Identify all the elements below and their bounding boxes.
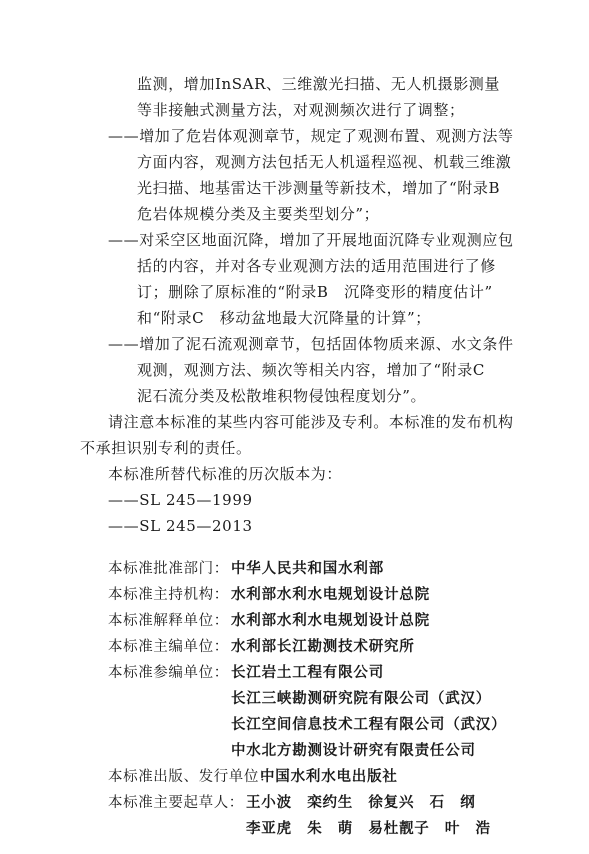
drafters-list: 王小波 栾约生 徐复兴 石 纲	[246, 795, 476, 811]
text-line: ——增加了危岩体观测章节，规定了观测布置、观测方法等	[108, 127, 514, 145]
approval-label: 本标准批准部门：	[108, 561, 229, 577]
participant-unit: 长江岩土工程有限公司	[231, 665, 384, 681]
host-value: 水利部水利水电规划设计总院	[231, 587, 430, 603]
text-line: 等非接触式测量方法，对观测频次进行了调整；	[137, 101, 465, 119]
text-line: 请注意本标准的某些内容可能涉及专利。本标准的发布机构	[108, 413, 514, 431]
interpret-label: 本标准解释单位：	[108, 613, 229, 629]
text-line: 光扫描、地基雷达干涉测量等新技术，增加了“附录B	[137, 179, 501, 197]
text-line: 订；删除了原标准的“附录B 沉降变形的精度估计”	[137, 283, 493, 301]
text-line: 本标准所替代标准的历次版本为：	[108, 465, 343, 483]
text-line: 方面内容，观测方法包括无人机遥程巡视、机载三维激	[137, 153, 512, 171]
superseded-version: ——SL 245—1999	[108, 491, 253, 509]
superseded-version: ——SL 245—2013	[108, 517, 253, 535]
text-line: 观测，观测方法、频次等相关内容，增加了“附录C	[137, 361, 485, 379]
approval-value: 中华人民共和国水利部	[231, 561, 384, 577]
participants-label: 本标准参编单位：	[108, 665, 229, 681]
text-line: 不承担识别专利的责任。	[80, 439, 252, 457]
text-line: 监测，增加InSAR、三维激光扫描、无人机摄影测量	[137, 75, 500, 93]
text-line: ——增加了泥石流观测章节，包括固体物质来源、水文条件	[108, 335, 514, 353]
publisher-label: 本标准出版、发行单位：	[108, 769, 275, 785]
participant-unit: 中水北方勘测设计研究有限责任公司	[231, 743, 476, 759]
publisher-value: 中国水利水电出版社	[260, 769, 398, 785]
drafters-label: 本标准主要起草人：	[108, 795, 244, 811]
host-label: 本标准主持机构：	[108, 587, 229, 603]
interpret-value: 水利部水利水电规划设计总院	[231, 613, 430, 629]
text-line: 危岩体规模分类及主要类型划分”；	[137, 205, 380, 223]
drafters-list: 李亚虎 朱 萌 易杜靓子 叶 浩	[246, 821, 491, 837]
text-line: 括的内容，并对各专业观测方法的适用范围进行了修	[137, 257, 496, 275]
text-line: 和“附录C 移动盆地最大沉降量的计算”；	[137, 309, 431, 327]
participant-unit: 长江空间信息技术工程有限公司（武汉）	[231, 717, 507, 733]
text-line: ——对采空区地面沉降，增加了开展地面沉降专业观测应包	[108, 231, 514, 249]
text-line: 泥石流分类及松散堆积物侵蚀程度划分”。	[137, 387, 427, 405]
chief-value: 水利部长江勘测技术研究所	[231, 639, 415, 655]
chief-label: 本标准主编单位：	[108, 639, 229, 655]
participant-unit: 长江三峡勘测研究院有限公司（武汉）	[231, 691, 492, 707]
